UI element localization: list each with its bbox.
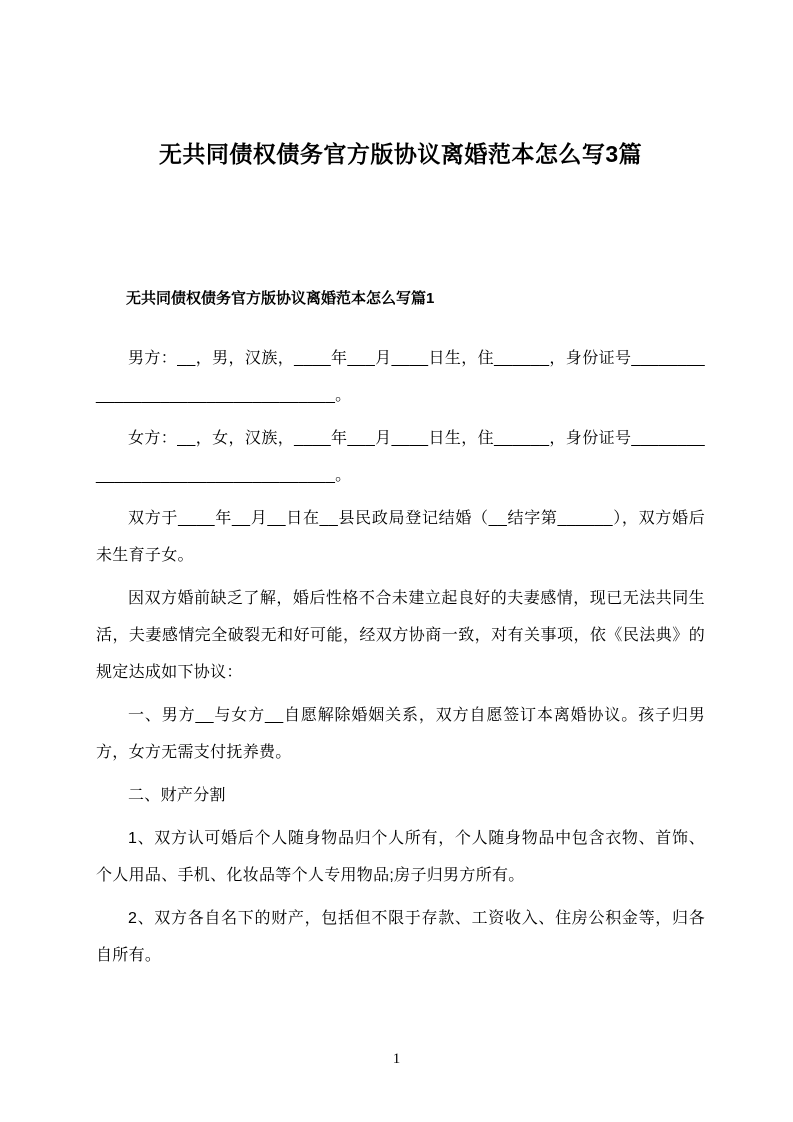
page-number: 1: [392, 1051, 401, 1067]
document-body: [96, 340, 705, 974]
party-b-info-paragraph: 女方：__，女，汉族，____年___月____日生，住______，身份证号__________________________________。: [96, 430, 705, 484]
marriage-registration-paragraph: 双方于____年__月__日在__县民政局登记结婚（__结字第______），双方婚后未生育子女。: [96, 510, 705, 564]
property-item-1-paragraph: 1、双方认可婚后个人随身物品归个人所有，个人随身物品中包含衣物、首饰、个人用品、手机、化妆品等个人专用物品;房子归男方所有。: [96, 830, 705, 884]
property-item-2-paragraph: 2、双方各自名下的财产，包括但不限于存款、工资收入、住房公积金等，归各自所有。: [96, 910, 705, 964]
document-title: 无共同债权债务官方版协议离婚范本怎么写3篇: [158, 141, 643, 167]
section-heading: 无共同债权债务官方版协议离婚范本怎么写篇1: [126, 290, 435, 307]
divorce-reason-paragraph: 因双方婚前缺乏了解，婚后性格不合未建立起良好的夫妻感情，现已无法共同生活，夫妻感情完全破裂无和好可能，经双方协商一致，对有关事项，依《民法典》的规定达成如下协议：: [96, 590, 705, 681]
clause-2-property-division-heading: 二、财产分割: [128, 787, 226, 804]
clause-1-divorce-agreement-paragraph: 一、男方__与女方__自愿解除婚姻关系，双方自愿签订本离婚协议。孩子归男方，女方无需支付抚养费。: [96, 707, 705, 761]
party-a-info-paragraph: 男方：__，男，汉族，____年___月____日生，住______，身份证号__________________________________。: [96, 350, 705, 404]
